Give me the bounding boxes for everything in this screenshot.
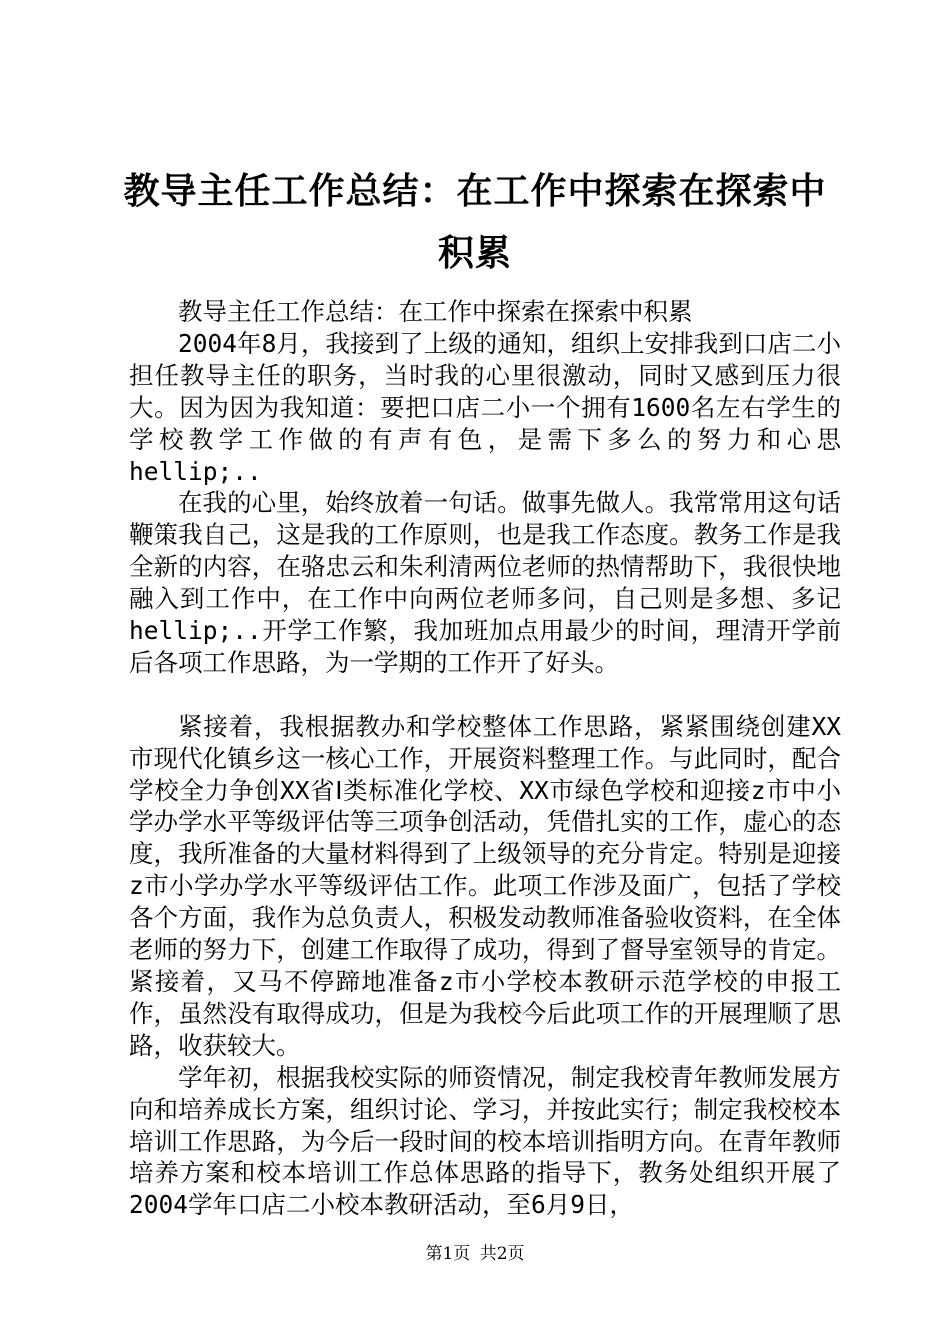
paragraph-principle: 在我的心里，始终放着一句话。做事先做人。我常常用这句话鞭策我自己，这是我的工作原则，也是我工作态度。教务工作是我全新的内容，在骆忠云和朱利清两位老师的热情帮助下，我很快地融入到工作中，在工作中向两位老师多问，自己则是多想、多记hellip;..开学工作繁，我加班加点用最少的时间，理清开学前后各项工作思路，为一学期的工作开了好头。 xyxy=(129,488,841,677)
document-title: 教导主任工作总结：在工作中探索在探索中积累 xyxy=(123,170,827,274)
paragraph-training: 学年初，根据我校实际的师资情况，制定我校青年教师发展方向和培养成长方案，组织讨论、学习，并按此实行；制定我校校本培训工作思路，为今后一段时间的校本培训指明方向。在青年教师培养方案和校本培训工作总体思路的指导下，教务处组织开展了2004学年口店二小校本教研活动，至6月9日， xyxy=(129,1062,841,1220)
document-body xyxy=(129,296,841,1221)
page-number-footer: 第1页 共2页 xyxy=(425,1244,525,1264)
paragraph-materials: 紧接着，我根据教办和学校整体工作思路，紧紧围绕创建XX市现代化镇乡这一核心工作，开展资料整理工作。与此同时，配合学校全力争创XX省Ⅰ类标准化学校、XX市绿色学校和迎接z市中小学办学水平等级评估等三项争创活动，凭借扎实的工作，虚心的态度，我所准备的大量材料得到了上级领导的充分肯定。特别是迎接z市小学办学水平等级评估工作。此项工作涉及面广，包括了学校各个方面，我作为总负责人，积极发动教师准备验收资料，在全体老师的努力下，创建工作取得了成功，得到了督导室领导的肯定。紧接着，又马不停蹄地准备z市小学校本教研示范学校的申报工作，虽然没有取得成功，但是为我校今后此项工作的开展理顺了思路，收获较大。 xyxy=(129,711,841,1060)
paragraph-intro: 2004年8月，我接到了上级的通知，组织上安排我到口店二小担任教导主任的职务，当时我的心里很激动，同时又感到压力很大。因为因为我知道：要把口店二小一个拥有1600名左右学生的学校教学工作做的有声有色，是需下多么的努力和心思hellip;.. xyxy=(129,328,841,486)
paragraph-subtitle: 教导主任工作总结：在工作中探索在探索中积累 xyxy=(178,297,693,326)
